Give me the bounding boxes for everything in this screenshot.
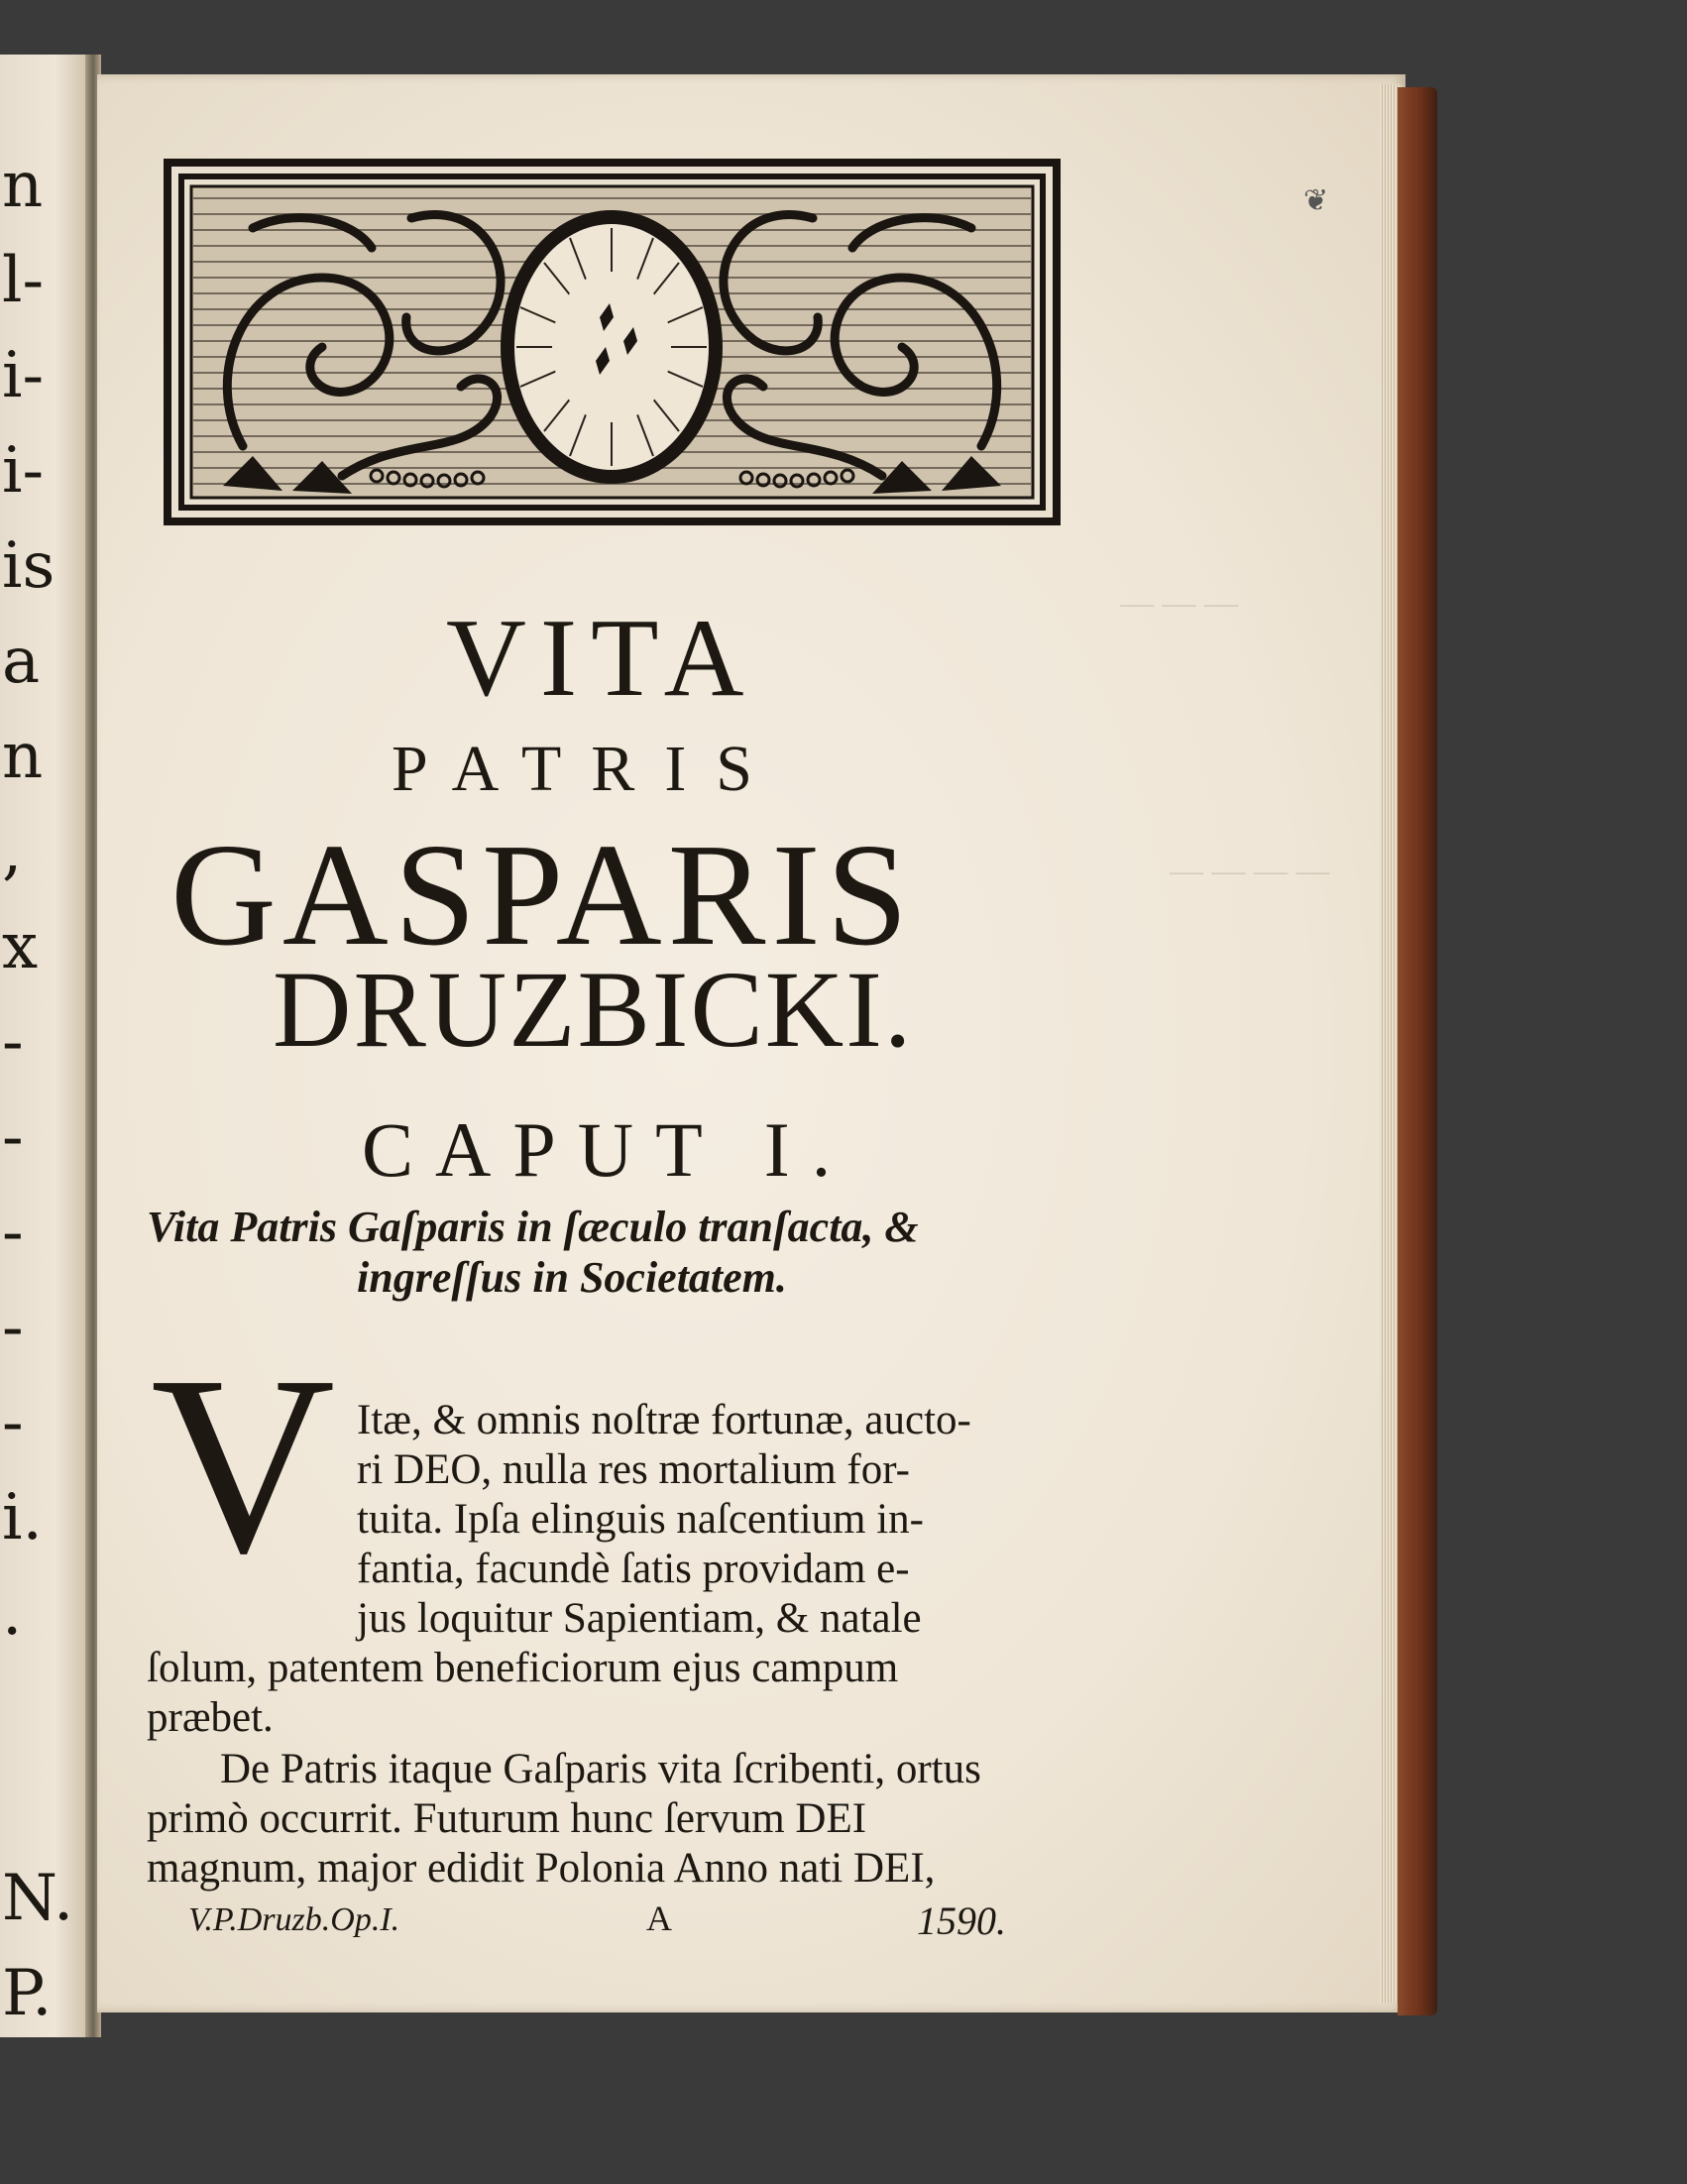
title-vita: VITA [446, 597, 758, 720]
body-line: præbet. [147, 1694, 274, 1741]
chapter-subtitle-line-1: Vita Patris Gaſparis in ſæculo tranſacta, & [147, 1203, 919, 1251]
chapter-subtitle-line-2: ingreſſus in Societatem. [357, 1253, 787, 1302]
drop-cap: V [151, 1322, 336, 1606]
left-page-edge-letter: - [2, 1196, 24, 1269]
body-line: ri DEO, nulla res mortalium for- [357, 1446, 910, 1493]
left-page-edge [0, 55, 91, 2037]
body-line: Itæ, & omnis noſtræ fortunæ, aucto- [357, 1397, 971, 1443]
left-page-edge-letter: i. [2, 1481, 43, 1554]
body-line: tuita. Ipſa elinguis naſcentium in- [357, 1496, 924, 1543]
left-page-edge-letter: x [2, 910, 39, 983]
left-page-edge-letter: n [2, 149, 44, 222]
title-patris: PATRIS [392, 733, 783, 805]
left-page-edge-letter: N. [2, 1862, 74, 1935]
left-page-edge-letter: i- [2, 434, 45, 508]
footer-signature: V.P.Druzb.Op.I. [188, 1901, 400, 1938]
body-line: ſolum, patentem beneficiorum ejus campum [147, 1645, 899, 1691]
footer-signature-mark: A [646, 1898, 672, 1938]
body-line: fantia, facundè ſatis providam e- [357, 1546, 910, 1592]
chapter-heading: CAPUT I. [362, 1106, 853, 1193]
book-cover-edge [1398, 87, 1437, 2015]
title-gasparis: GASPARIS [170, 814, 914, 977]
left-page-edge-letter: - [2, 1386, 24, 1459]
bleed-through-text: — — — — [1170, 853, 1330, 889]
body-line: De Patris itaque Gaſparis vita ſcribenti, ortus [220, 1746, 981, 1792]
woodcut-headpiece-ornament [164, 159, 1061, 525]
left-page-edge-letter: a [2, 625, 41, 698]
left-page-edge-letter: l- [2, 244, 45, 317]
left-page-edge-letter: i- [2, 339, 45, 412]
left-page-edge-letter: . [2, 1576, 23, 1650]
left-page-edge-letter: n [2, 720, 44, 793]
left-page-edge-letter: - [2, 1100, 24, 1174]
left-page-edge-letter: - [2, 1005, 24, 1079]
footer-catchword: 1590. [917, 1898, 1006, 1943]
corner-mark: ❦ [1303, 183, 1329, 218]
left-page-edge-letter: - [2, 1291, 24, 1364]
bleed-through-text: — — — [1120, 585, 1238, 622]
body-line: primò occurrit. Futurum hunc ſervum DEI [147, 1795, 867, 1842]
body-line: jus loquitur Sapientiam, & natale [357, 1595, 922, 1642]
left-page-edge-letter: is [2, 529, 56, 603]
title-druzbicki: DRUZBICKI. [273, 949, 914, 1070]
left-page-edge-letter: P. [2, 1957, 53, 2030]
body-line: magnum, major edidit Polonia Anno nati DEI, [147, 1845, 936, 1892]
left-page-edge-letter: , [2, 815, 23, 888]
